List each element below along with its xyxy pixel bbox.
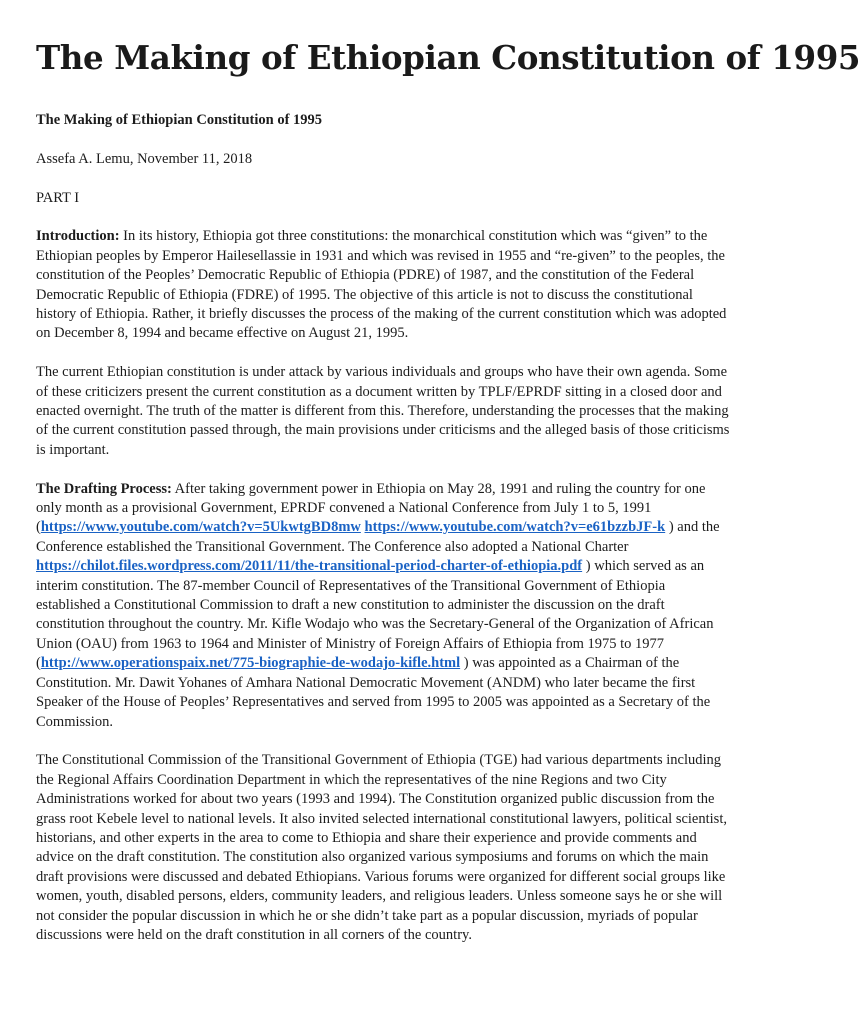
youtube-link-2[interactable]: https://www.youtube.com/watch?v=e61bzzbJF-k [364, 519, 666, 536]
drafting-label: The Drafting Process: [36, 480, 172, 497]
page-title: The Making of Ethiopian Constitution of 1995 [36, 38, 860, 77]
article-subtitle: The Making of Ethiopian Constitution of 1995 [36, 112, 323, 128]
drafting-text: ) and the Conference established the Transitional Government. The Conference also adopted a National Charter [36, 519, 720, 555]
criticism-paragraph: The current Ethiopian constitution is under attack by various individuals and groups who have their own agenda. Some of these criticizers present the current constitution as a document written by TPLF/EPRDF sitting in a closed door and enacted overnight. The truth of the matter is different from this. Therefore, understanding the processes that the making of the current constitution passed through, the main provisions under criticisms and the alleged basis of those criticisms is important. [36, 364, 730, 458]
introduction-label: Introduction: [36, 228, 120, 245]
byline: Assefa A. Lemu, November 11, 2018 [36, 150, 253, 167]
part-label: PART I [36, 189, 80, 206]
biography-link[interactable]: http://www.operationspaix.net/775-biographie-de-wodajo-kifle.html [40, 655, 461, 672]
introduction-paragraph [36, 227, 732, 343]
drafting-text: ) was appointed as a Chairman of the Constitution. Mr. Dawit Yohanes of Amhara National Democratic Movement (ANDM) who later became the first Speaker of the House of Peoples’ Representatives and served from 1995 to 2005 was appointed as a Secretary of the Commission. [36, 655, 711, 730]
commission-paragraph: The Constitutional Commission of the Transitional Government of Ethiopia (TGE) had various departments including the Regional Affairs Coordination Department in which the representatives of the nine Regions and two City Administrations worked for about two years (1993 and 1994). The Constitution organized public discussion from the grass root Kebele level to national levels. It also invited selected international constitutional lawyers, political scientist, historians, and other experts in the area to come to Ethiopia and share their experience and provide comments and advice on the draft constitution. The constitution also organized various symposiums and forums on which the main draft provisions were discussed and debated Ethiopians. Various forums were organized for different social groups like women, youth, disabled persons, elders, community leaders, and religious leaders. Unless someone says he or she will not consider the popular discussion in which he or she didn’t take part as a popular discussion, myriads of popular discussions were held on the draft constitution in all corners of the country. [36, 752, 727, 943]
drafting-text: ) which served as an interim constitution. The 87-member Council of Representatives of the Transitional Government of Ethiopia established a Constitutional Commission to draft a new constitution to administer the discussion on the draft constitution throughout the country. Mr. Kifle Wodajo who was the Secretary-General of the Organization of African Union (OAU) from 1963 to 1964 and Minister of Ministry of Foreign Affairs of Ethiopia from 1975 to 1977 ( [36, 558, 714, 672]
introduction-text: In its history, Ethiopia got three constitutions: the monarchical constitution which was “given” to the Ethiopian peoples by Emperor Hailesellassie in 1931 and which was revised in 1955 and “re-given” to the peoples, the constitution of the Peoples’ Democratic Republic of Ethiopia (PDRE) of 1987, and the constitution of the Federal Democratic Republic of Ethiopia (FDRE) of 1995. The objective of this article is not to discuss the constitutional history of Ethiopia. Rather, it briefly discusses the process of the making of the current constitution which was adopted on December 8, 1994 and became effective on August 21, 1995. [36, 228, 727, 342]
charter-link[interactable]: https://chilot.files.wordpress.com/2011/11/the-transitional-period-charter-of-ethiopia.pdf [36, 558, 583, 575]
drafting-text: After taking government power in Ethiopia on May 28, 1991 and ruling the country for one only month as a provisional Government, EPRDF convened a National Conference from July 1 to 5, 1991 ( [36, 480, 706, 536]
youtube-link-1[interactable]: https://www.youtube.com/watch?v=5UkwtgBD8mw [40, 519, 361, 536]
drafting-paragraph [36, 480, 732, 732]
